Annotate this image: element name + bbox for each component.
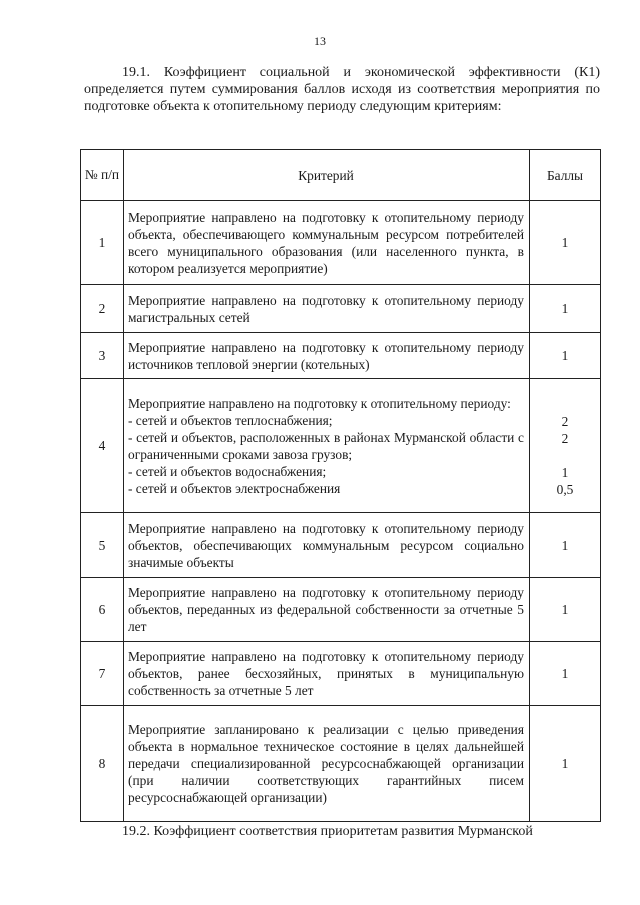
row-number: 7: [81, 642, 124, 706]
points-value: 2: [561, 414, 569, 429]
row-points: 1: [530, 285, 601, 333]
table-header-row: [81, 150, 601, 201]
row-criterion: Мероприятие направлено на подготовку к отопительному периоду объекта, обеспечивающего коммунальным ресурсом потребителей всего муниципального образования (или населенного пункта, в котором реализуется мероприятие): [124, 201, 530, 285]
row-criterion: Мероприятие запланировано к реализации с целью приведения объекта в нормальное техническое состояние в целях дальнейшей передачи специализированной ресурсоснабжающей организации (при наличии соответствующих гарантийных писем ресурсоснабжающей организации): [124, 706, 530, 822]
row-points: 1: [530, 578, 601, 642]
header-points: Баллы: [530, 150, 601, 201]
row-points: 1: [530, 201, 601, 285]
row-number: 2: [81, 285, 124, 333]
table-row: [81, 333, 601, 379]
row-number: 3: [81, 333, 124, 379]
row-points: 1: [530, 706, 601, 822]
table-row: [81, 201, 601, 285]
row-criterion: Мероприятие направлено на подготовку к отопительному периоду объектов, переданных из федеральной собственности за отчетные 5 лет: [124, 578, 530, 642]
points-value: 1: [561, 465, 569, 480]
table-row: [81, 642, 601, 706]
row-number: 8: [81, 706, 124, 822]
points-value: 0,5: [556, 482, 574, 497]
row-number: 6: [81, 578, 124, 642]
criterion-line: - сетей и объектов электроснабжения: [128, 480, 341, 496]
header-criterion: Критерий: [124, 150, 530, 201]
section-19-2-text: 19.2. Коэффициент соответствия приоритетам развития Мурманской: [122, 824, 533, 839]
row-points: 1: [530, 513, 601, 578]
header-number: № п/п: [81, 150, 124, 201]
row-points-list: [530, 379, 601, 513]
row-criterion: Мероприятие направлено на подготовку к отопительному периоду объектов, ранее бесхозяйных, принятых в муниципальную собственность за отчетные 5 лет: [124, 642, 530, 706]
criterion-line: - сетей и объектов водоснабжения;: [128, 463, 327, 479]
row-criterion-list: [124, 379, 530, 513]
row-criterion: Мероприятие направлено на подготовку к отопительному периоду магистральных сетей: [124, 285, 530, 333]
criterion-line: - сетей и объектов, расположенных в районах Мурманской области с ограниченными сроками завоза грузов;: [128, 429, 524, 462]
page-number: 13: [314, 34, 326, 48]
table-row: [81, 513, 601, 578]
criteria-table: [80, 149, 601, 822]
row-points: 1: [530, 333, 601, 379]
points-value: 2: [561, 431, 569, 446]
row-points: 1: [530, 642, 601, 706]
intro-paragraph: 19.1. Коэффициент социальной и экономической эффективности (К1) определяется путем суммирования баллов исходя из соответствия мероприятия по подготовке объекта к отопительному периоду следующим критериям:: [84, 65, 600, 114]
row-criterion: Мероприятие направлено на подготовку к отопительному периоду объектов, обеспечивающих коммунальным ресурсом социально значимые объекты: [124, 513, 530, 578]
table-row: [81, 706, 601, 822]
row-number: 4: [81, 379, 124, 513]
row-criterion: Мероприятие направлено на подготовку к отопительному периоду источников тепловой энергии (котельных): [124, 333, 530, 379]
table-row: [81, 285, 601, 333]
points-value: [531, 447, 599, 464]
criterion-line: - сетей и объектов теплоснабжения;: [128, 412, 333, 428]
table-row: [81, 379, 601, 513]
criterion-line: Мероприятие направлено на подготовку к отопительному периоду:: [128, 395, 511, 411]
table-row: [81, 578, 601, 642]
row-number: 1: [81, 201, 124, 285]
row-number: 5: [81, 513, 124, 578]
